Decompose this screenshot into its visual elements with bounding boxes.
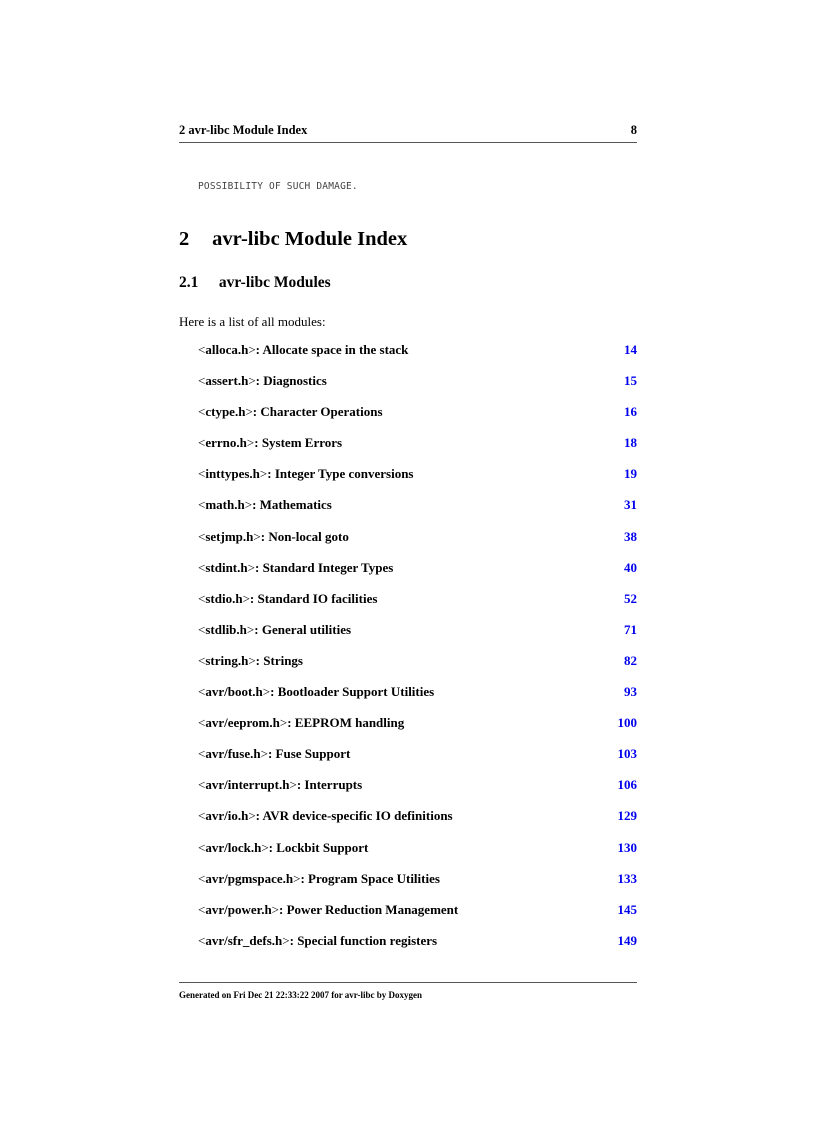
close-angle-bracket: > [248, 808, 256, 824]
module-header-name: assert.h [205, 373, 249, 389]
separator: : [268, 839, 277, 855]
separator: : [254, 435, 262, 451]
separator: : [289, 932, 298, 948]
close-angle-bracket: > [282, 932, 290, 948]
module-entry[interactable] [198, 435, 637, 466]
module-page-link[interactable]: 145 [617, 901, 637, 917]
module-link[interactable] [198, 746, 350, 762]
module-entry[interactable] [198, 902, 637, 933]
module-link[interactable] [198, 840, 368, 856]
close-angle-bracket: > [271, 901, 280, 917]
module-description: Diagnostics [263, 373, 327, 389]
module-description: Bootloader Support Utilities [277, 684, 435, 700]
module-page-link[interactable]: 16 [624, 404, 637, 420]
module-entry[interactable] [198, 933, 637, 964]
module-entry[interactable] [198, 373, 637, 404]
close-angle-bracket: > [248, 373, 256, 389]
open-angle-bracket: < [198, 777, 206, 793]
close-angle-bracket: > [260, 746, 268, 762]
separator: : [255, 342, 263, 357]
close-angle-bracket: > [247, 559, 255, 575]
module-page-link[interactable]: 93 [624, 684, 637, 700]
header-page-number: 8 [630, 123, 637, 137]
module-entry[interactable] [198, 529, 637, 560]
module-link[interactable] [198, 404, 383, 420]
module-description: Non-local goto [268, 528, 349, 544]
close-angle-bracket: > [246, 435, 255, 451]
separator: : [279, 901, 287, 917]
open-angle-bracket: < [198, 808, 206, 824]
module-page-link[interactable]: 129 [617, 808, 637, 824]
section-number: 2 [179, 228, 190, 250]
module-description: Standard IO facilities [257, 590, 378, 606]
module-link[interactable] [198, 466, 414, 482]
close-angle-bracket: > [279, 715, 288, 731]
module-page-link[interactable]: 103 [617, 746, 637, 762]
module-description: Program Space Utilities [308, 870, 440, 886]
module-page-link[interactable]: 19 [624, 466, 637, 482]
separator: : [270, 684, 278, 700]
module-description: Fuse Support [275, 746, 351, 762]
module-header-name: avr/io.h [205, 808, 249, 824]
close-angle-bracket: > [248, 652, 256, 668]
module-entry[interactable] [198, 591, 637, 622]
module-link[interactable] [198, 871, 440, 887]
close-angle-bracket: > [244, 497, 253, 513]
module-header-name: ctype.h [205, 404, 246, 420]
module-link[interactable] [198, 529, 349, 545]
subsection-number: 2.1 [179, 274, 199, 291]
module-page-link[interactable]: 38 [624, 528, 637, 544]
module-entry[interactable] [198, 560, 637, 591]
close-angle-bracket: > [248, 342, 256, 357]
module-description: Power Reduction Management [286, 901, 459, 917]
module-page-link[interactable]: 14 [624, 342, 637, 357]
separator: : [260, 528, 269, 544]
open-angle-bracket: < [198, 497, 206, 513]
separator: : [254, 559, 263, 575]
module-header-name: string.h [205, 652, 249, 668]
module-entry[interactable] [198, 840, 637, 871]
header-title: 2 avr-libc Module Index [179, 123, 308, 137]
module-entry[interactable] [198, 715, 637, 746]
module-link[interactable] [198, 435, 342, 451]
module-link[interactable] [198, 684, 434, 700]
open-angle-bracket: < [198, 559, 206, 575]
module-description: Character Operations [260, 404, 383, 420]
module-entry[interactable] [198, 466, 637, 497]
close-angle-bracket: > [289, 777, 297, 793]
module-description: General utilities [261, 621, 352, 637]
separator: : [267, 746, 276, 762]
subsection-title: avr-libc Modules [218, 274, 331, 291]
module-entry[interactable] [198, 342, 637, 373]
module-description: Strings [263, 652, 303, 668]
module-entry[interactable] [198, 746, 637, 777]
module-entry[interactable] [198, 684, 637, 715]
module-link[interactable] [198, 902, 458, 918]
module-link[interactable] [198, 653, 303, 669]
module-link[interactable] [198, 933, 437, 949]
module-entry[interactable] [198, 404, 637, 435]
module-description: Interrupts [304, 777, 363, 793]
module-header-name: avr/interrupt.h [205, 777, 290, 793]
module-page-link[interactable]: 71 [624, 621, 637, 637]
open-angle-bracket: < [198, 901, 206, 917]
module-entry[interactable] [198, 653, 637, 684]
open-angle-bracket: < [198, 528, 206, 544]
module-description: Allocate space in the stack [262, 342, 409, 357]
close-angle-bracket: > [253, 528, 261, 544]
module-page-link[interactable]: 52 [624, 590, 637, 606]
module-link[interactable] [198, 777, 362, 793]
code-fragment: POSSIBILITY OF SUCH DAMAGE. [198, 181, 358, 192]
separator: : [252, 497, 260, 513]
open-angle-bracket: < [198, 684, 206, 700]
module-link[interactable] [198, 808, 453, 824]
module-entry[interactable] [198, 871, 637, 902]
section-heading [179, 228, 407, 251]
module-link[interactable] [198, 373, 327, 389]
module-link[interactable] [198, 591, 377, 607]
module-page-link[interactable]: 31 [624, 497, 637, 513]
separator: : [287, 715, 295, 731]
module-page-link[interactable]: 15 [624, 373, 637, 389]
module-header-name: avr/lock.h [205, 839, 262, 855]
module-page-link[interactable]: 82 [624, 652, 637, 668]
close-angle-bracket: > [262, 684, 271, 700]
separator: : [254, 621, 262, 637]
module-header-name: avr/eeprom.h [205, 715, 280, 731]
close-angle-bracket: > [246, 621, 255, 637]
module-header-name: avr/power.h [205, 901, 272, 917]
module-description: Lockbit Support [276, 839, 369, 855]
module-description: System Errors [261, 435, 343, 451]
open-angle-bracket: < [198, 404, 206, 420]
module-entry[interactable] [198, 777, 637, 808]
module-page-link[interactable]: 133 [617, 870, 637, 886]
module-link[interactable] [198, 622, 351, 638]
module-link[interactable] [198, 342, 408, 358]
module-header-name: errno.h [205, 435, 247, 451]
module-list [198, 342, 637, 964]
module-link[interactable] [198, 497, 332, 513]
open-angle-bracket: < [198, 652, 206, 668]
module-header-name: setjmp.h [205, 528, 254, 544]
module-page-link[interactable]: 100 [617, 715, 637, 731]
module-header-name: inttypes.h [205, 466, 260, 482]
open-angle-bracket: < [198, 839, 206, 855]
close-angle-bracket: > [259, 466, 268, 482]
separator: : [255, 373, 264, 389]
document-page [179, 0, 637, 1123]
open-angle-bracket: < [198, 373, 206, 389]
module-header-name: avr/pgmspace.h [205, 870, 294, 886]
open-angle-bracket: < [198, 590, 206, 606]
module-description: Standard Integer Types [262, 559, 394, 575]
module-header-name: avr/sfr_defs.h [205, 932, 283, 948]
separator: : [255, 652, 264, 668]
open-angle-bracket: < [198, 466, 206, 482]
module-description: Special function registers [297, 932, 438, 948]
close-angle-bracket: > [261, 839, 269, 855]
module-entry[interactable] [198, 497, 637, 528]
separator: : [249, 590, 258, 606]
module-header-name: avr/fuse.h [205, 746, 261, 762]
subsection-heading [179, 274, 331, 292]
module-description: AVR device-specific IO definitions [262, 808, 453, 824]
intro-text: Here is a list of all modules: [179, 314, 326, 329]
separator: : [296, 777, 305, 793]
open-angle-bracket: < [198, 746, 206, 762]
separator: : [252, 404, 261, 420]
module-page-link[interactable]: 130 [617, 839, 637, 855]
module-description: EEPROM handling [294, 715, 405, 731]
close-angle-bracket: > [293, 870, 301, 886]
running-header [179, 122, 637, 143]
module-header-name: stdio.h [205, 590, 243, 606]
separator: : [300, 870, 309, 886]
module-header-name: alloca.h [205, 342, 249, 357]
module-header-name: math.h [205, 497, 245, 513]
open-angle-bracket: < [198, 342, 206, 357]
close-angle-bracket: > [242, 590, 250, 606]
open-angle-bracket: < [198, 621, 206, 637]
module-page-link[interactable]: 40 [624, 559, 637, 575]
separator: : [267, 466, 275, 482]
module-entry[interactable] [198, 808, 637, 839]
close-angle-bracket: > [245, 404, 253, 420]
open-angle-bracket: < [198, 870, 206, 886]
open-angle-bracket: < [198, 932, 206, 948]
module-description: Integer Type conversions [274, 466, 414, 482]
section-title: avr-libc Module Index [212, 228, 408, 250]
module-link[interactable] [198, 560, 393, 576]
separator: : [255, 808, 263, 824]
module-header-name: avr/boot.h [205, 684, 263, 700]
module-link[interactable] [198, 715, 404, 731]
module-page-link[interactable]: 18 [624, 435, 637, 451]
module-entry[interactable] [198, 622, 637, 653]
running-footer: Generated on Fri Dec 21 22:33:22 2007 for avr-libc by Doxygen [179, 982, 637, 1000]
module-description: Mathematics [259, 497, 332, 513]
module-page-link[interactable]: 106 [617, 777, 637, 793]
module-page-link[interactable]: 149 [617, 932, 637, 948]
open-angle-bracket: < [198, 435, 206, 451]
open-angle-bracket: < [198, 715, 206, 731]
module-header-name: stdlib.h [205, 621, 247, 637]
module-header-name: stdint.h [205, 559, 248, 575]
